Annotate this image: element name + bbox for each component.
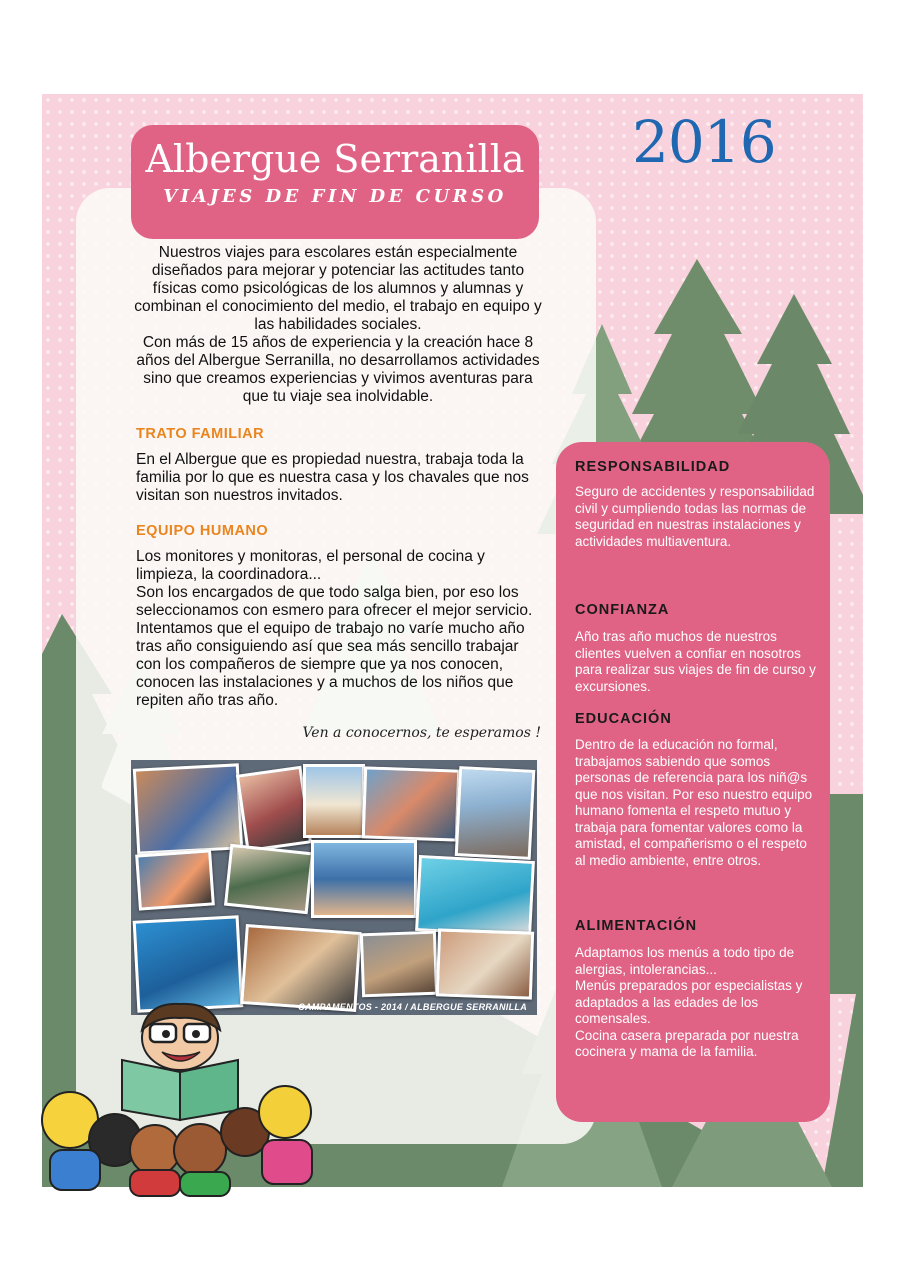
- intro-paragraph: Con más de 15 años de experiencia y la creación hace 8 años del Albergue Serranilla, no desarrollamos actividades sino que creamos experiencias y vivimos aventuras para que tu viaje sea inolvidable.: [136, 334, 540, 405]
- sidebar-paragraph: Dentro de la educación no formal, trabajamos sabiendo que somos personas de referencia para los niñ@s que nos visitan. Por eso nuestro equipo humano fomenta el respeto mutuo y trabaja para fomentar valores como la amistad, el compañerismo o el respeto al medio ambiente, entre otros.: [575, 737, 813, 868]
- photo: [303, 764, 365, 838]
- collage-caption: CAMPAMENTOS - 2014 / ALBERGUE SERRANILLA: [298, 1002, 527, 1012]
- photo: [311, 840, 417, 918]
- equipo-heading: EQUIPO HUMANO: [136, 523, 269, 539]
- values-sidebar: [556, 442, 830, 1122]
- equipo-paragraph: Son los encargados de que todo salga bien, por eso los seleccionamos con esmero para ofrecer el mejor servicio. Intentamos que el equipo de trabajo no varíe mucho año tras año consiguiendo así que sea más sencillo trabajar con los compañeros de siempre que ya nos conocen, conocen las instalaciones y a muchos de los niños que repiten año tras año.: [136, 584, 533, 709]
- photo: [135, 849, 215, 910]
- equipo-text: [136, 548, 546, 710]
- confianza-heading: CONFIANZA: [575, 602, 670, 618]
- alimentacion-heading: ALIMENTACIÓN: [575, 918, 698, 934]
- responsabilidad-heading: RESPONSABILIDAD: [575, 459, 731, 475]
- educacion-text: [575, 737, 820, 869]
- sidebar-paragraph: Cocina casera preparada por nuestra cocinera y mama de la familia.: [575, 1027, 799, 1059]
- trato-paragraph: En el Albergue que es propiedad nuestra, trabaja toda la familia por lo que es nuestra casa y los chavales que nos visitan son nuestros invitados.: [136, 451, 529, 504]
- photo: [455, 766, 536, 860]
- sidebar-paragraph: Seguro de accidentes y responsabilidad civil y cumpliendo todas las normas de seguridad en nuestras instalaciones y actividades multiaventura.: [575, 484, 815, 549]
- photo: [133, 915, 244, 1012]
- year-label: 2016: [632, 108, 776, 176]
- sidebar-paragraph: Año tras año muchos de nuestros clientes vuelven a confiar en nosotros para realizar sus viajes de fin de curso y excursiones.: [575, 629, 816, 694]
- alimentacion-text: [575, 945, 820, 1061]
- educacion-heading: EDUCACIÓN: [575, 711, 672, 727]
- photo: [436, 928, 534, 999]
- responsabilidad-text: [575, 484, 820, 550]
- sidebar-paragraph: Adaptamos los menús a todo tipo de alergias, intolerancias...: [575, 945, 795, 977]
- confianza-text: [575, 629, 820, 695]
- photo: [133, 763, 243, 854]
- page-subtitle: VIAJES DE FIN DE CURSO: [163, 186, 507, 207]
- intro-paragraph: Nuestros viajes para escolares están especialmente diseñados para mejorar y potenciar las actitudes tanto físicas como psicológicas de los alumnos y alumnas y combinan el conocimiento del medio, el trabajo en equipo y las habilidades sociales.: [134, 244, 542, 333]
- photo: [240, 924, 361, 1012]
- slogan: Ven a conocernos, te esperamos !: [302, 725, 541, 741]
- photo: [415, 855, 535, 937]
- photo-collage: [131, 760, 537, 1015]
- trato-text: [136, 451, 546, 505]
- page-title: Albergue Serranilla: [145, 137, 525, 181]
- title-banner: [131, 125, 539, 239]
- intro-text: [134, 244, 542, 406]
- photo: [224, 844, 314, 914]
- photo: [236, 766, 312, 852]
- sidebar-paragraph: Menús preparados por especialistas y adaptados a las edades de los comensales.: [575, 978, 803, 1026]
- equipo-paragraph: Los monitores y monitoras, el personal de cocina y limpieza, la coordinadora...: [136, 548, 485, 583]
- photo: [362, 766, 460, 841]
- reading-kids-illustration-icon: [30, 1000, 330, 1200]
- photo: [360, 931, 438, 998]
- trato-heading: TRATO FAMILIAR: [136, 426, 265, 442]
